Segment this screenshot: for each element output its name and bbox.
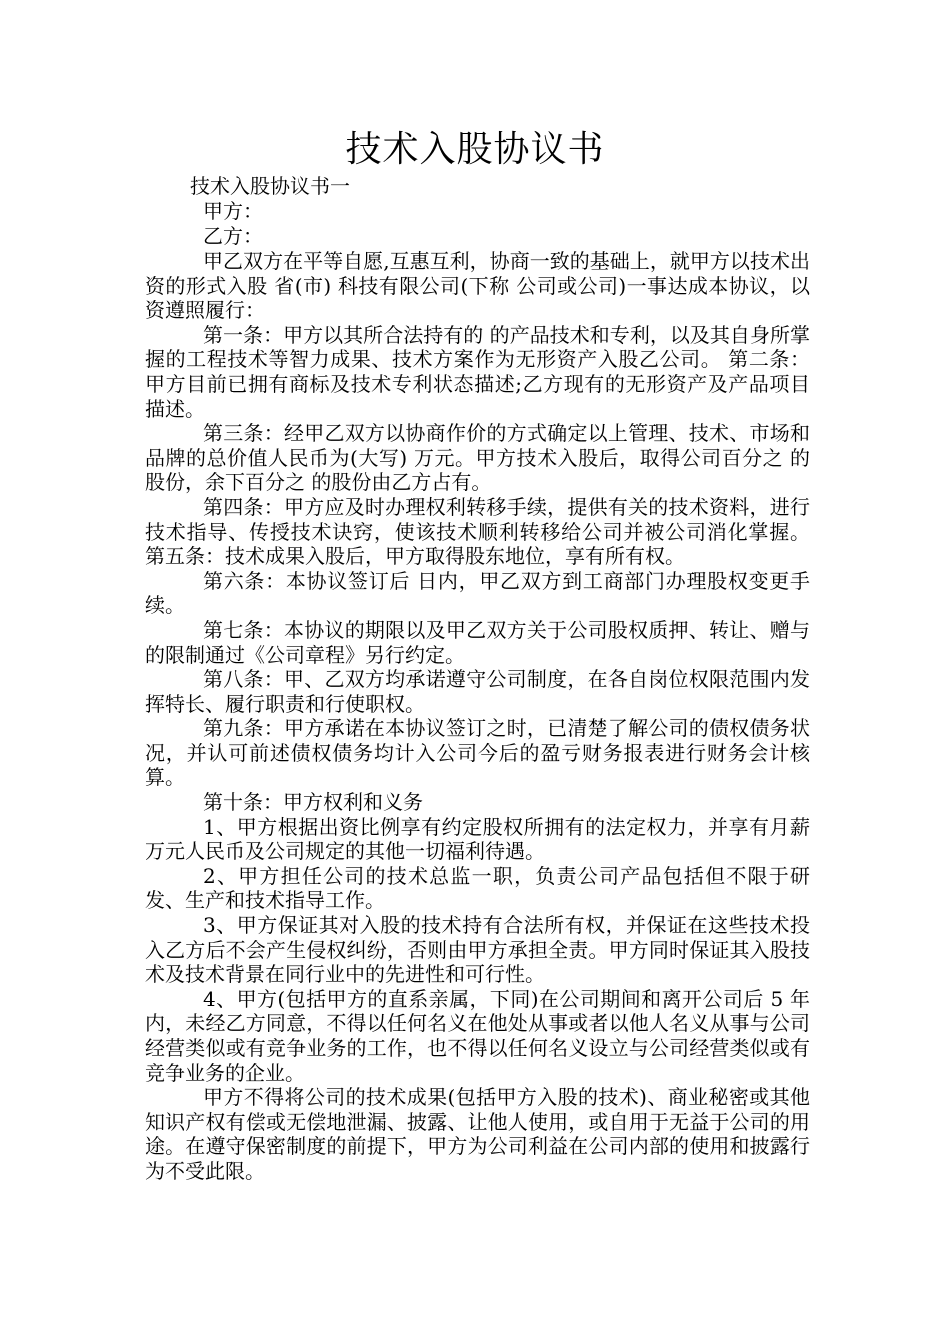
party-b-line: 乙方： [203,224,263,248]
paragraph-confidentiality: 甲方不得将公司的技术成果(包括甲方入股的技术)、商业秘密或其他知识产权有偿或无偿地泄漏、披露、让他人使用，或自用于无益于公司的用途。在遵守保密制度的前提下，甲方为公司利益在公司内部的使用和披露行为不受此限。 [145,1085,810,1183]
party-a-line: 甲方： [203,199,263,223]
paragraph-article-8: 第八条：甲、乙双方均承诺遵守公司制度，在各自岗位权限范围内发挥特长、履行职责和行使职权。 [145,667,810,716]
paragraph-article-9: 第九条：甲方承诺在本协议签订之时，已清楚了解公司的债权债务状况，并认可前述债权债务均计入公司今后的盈亏财务报表进行财务会计核算。 [145,716,810,790]
paragraph-article-10: 第十条：甲方权利和义务 [203,790,423,815]
paragraph-item-4: 4、甲方(包括甲方的直系亲属，下同)在公司期间和离开公司后 5 年内，未经乙方同意，不得以任何名义在他处从事或者以他人名义从事与公司经营类似或有竞争业务的工作，也不得以任何名义设立与公司经营类似或有竞争业务的企业。 [145,986,810,1085]
paragraph-item-3: 3、甲方保证其对入股的技术持有合法所有权，并保证在这些技术投入乙方后不会产生侵权纠纷，否则由甲方承担全责。甲方同时保证其入股技术及技术背景在同行业中的先进性和可行性。 [145,913,810,987]
document-title: 技术入股协议书 [345,129,605,170]
paragraph-item-1: 1、甲方根据出资比例享有约定股权所拥有的法定权力，并享有月薪 万元人民币及公司规定的其他一切福利待遇。 [145,814,810,864]
paragraph-article-4-5: 第四条：甲方应及时办理权利转移手续，提供有关的技术资料，进行技术指导、传授技术诀窍，使该技术顺利转移给公司并被公司消化掌握。 第五条：技术成果入股后，甲方取得股东地位，享有所有权。 [145,494,810,569]
paragraph-article-6: 第六条：本协议签订后 日内，甲乙双方到工商部门办理股权变更手续。 [145,568,810,618]
document-subtitle: 技术入股协议书一 [190,174,350,198]
document-body [145,249,810,1184]
paragraph-intro: 甲乙双方在平等自愿,互惠互利，协商一致的基础上，就甲方以技术出资的形式入股 省(市) 科技有限公司(下称 公司或公司)一事达成本协议，以资遵照履行： [145,249,810,323]
paragraph-article-7: 第七条：本协议的期限以及甲乙双方关于公司股权质押、转让、赠与的限制通过《公司章程》另行约定。 [145,617,810,667]
paragraph-article-1-2: 第一条：甲方以其所合法持有的 的产品技术和专利，以及其自身所掌握的工程技术等智力成果、技术方案作为无形资产入股乙公司。 第二条：甲方目前已拥有商标及技术专利状态描述;乙方现有的无形资产及产品项目描述。 [145,322,810,421]
paragraph-item-2: 2、甲方担任公司的技术总监一职，负责公司产品包括但不限于研发、生产和技术指导工作。 [145,863,810,913]
paragraph-article-3: 第三条：经甲乙双方以协商作价的方式确定以上管理、技术、市场和品牌的总价值人民币为(大写) 万元。甲方技术入股后，取得公司百分之 的股份，余下百分之 的股份由乙方占有。 [145,421,810,495]
